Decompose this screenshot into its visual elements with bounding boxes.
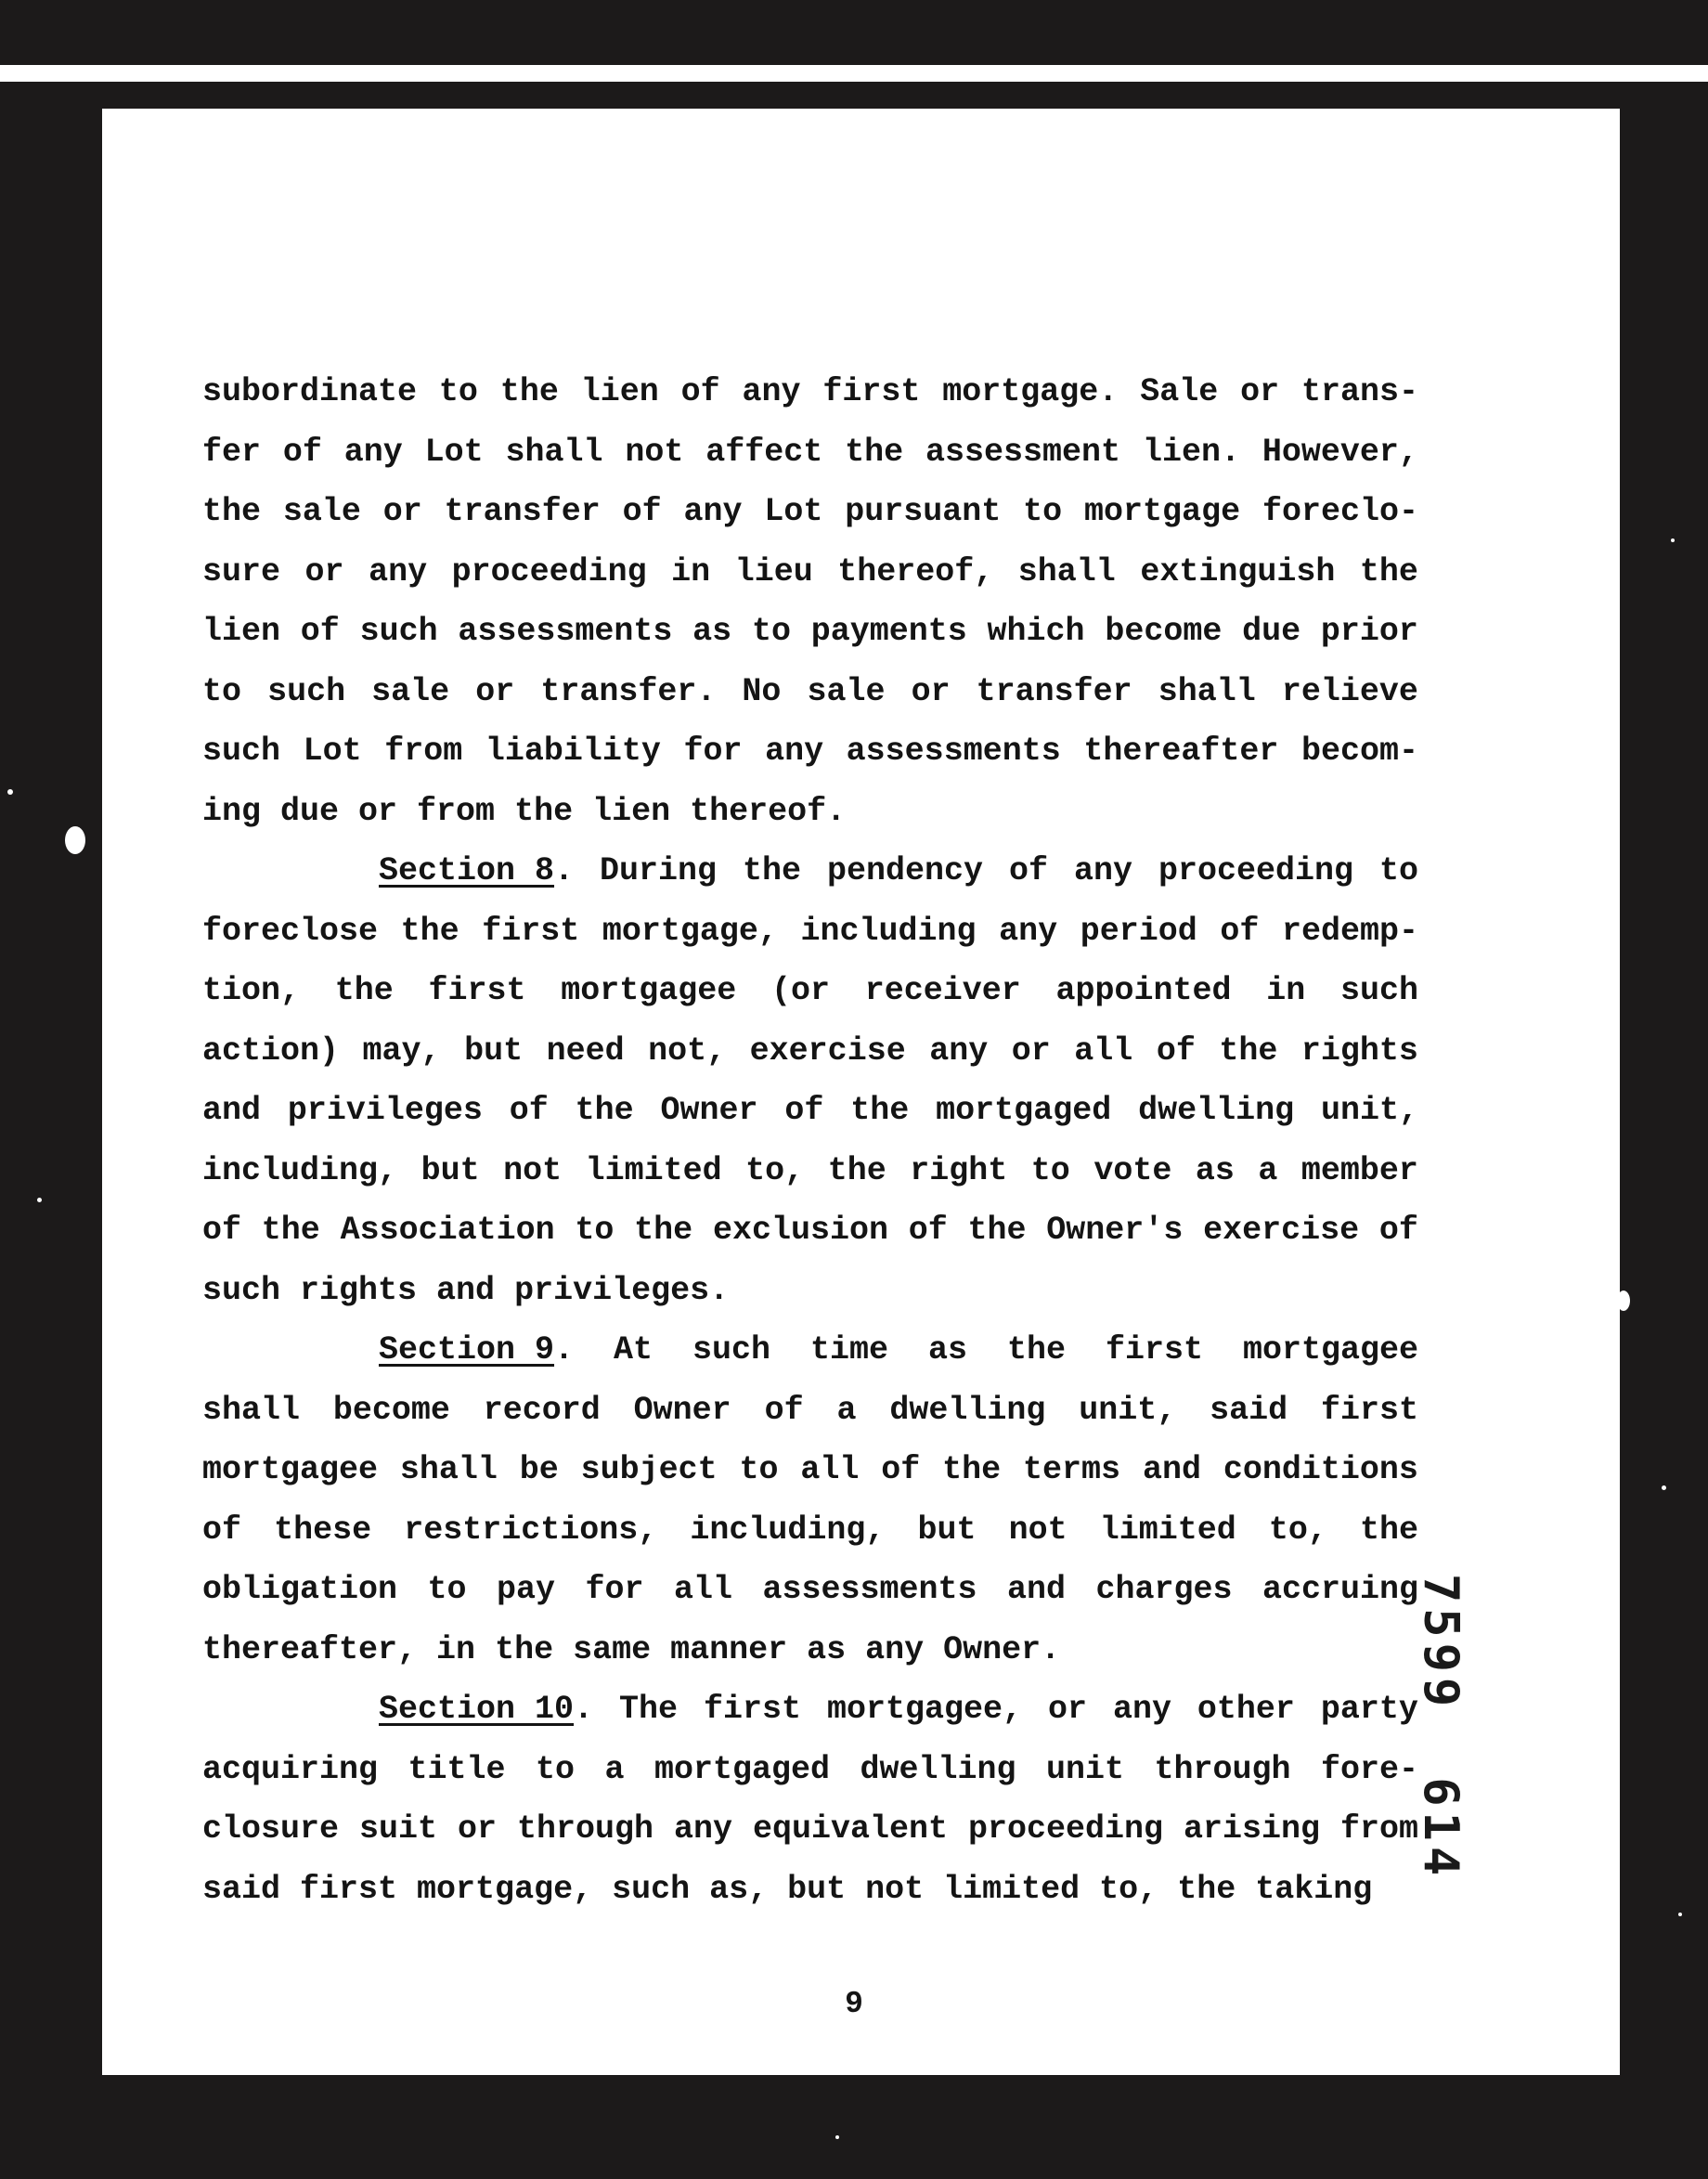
word: the	[743, 852, 802, 889]
word: of	[202, 1212, 242, 1249]
word: receiver	[864, 972, 1021, 1009]
word: limited	[585, 1151, 722, 1189]
word: Lot	[303, 733, 362, 770]
word: due	[280, 792, 340, 830]
word: in	[436, 1630, 476, 1668]
word: obligation	[202, 1571, 398, 1608]
word: thereafter	[1083, 733, 1279, 770]
word: the	[499, 373, 559, 410]
word: sure	[202, 552, 281, 590]
scan-speck	[37, 1198, 42, 1202]
word: mortgage	[1084, 493, 1241, 530]
word: mortgaged	[936, 1092, 1112, 1129]
word: such	[359, 613, 438, 650]
word: and	[436, 1271, 496, 1309]
word: or	[1047, 1691, 1087, 1728]
word: No	[742, 672, 782, 710]
word: first	[703, 1691, 802, 1728]
word: the	[850, 1092, 910, 1129]
word: or	[304, 552, 344, 590]
text-line	[202, 1620, 1418, 1680]
word: unit,	[1079, 1391, 1177, 1429]
word: become	[1105, 613, 1223, 650]
word: including,	[690, 1511, 886, 1549]
word: from	[1339, 1810, 1418, 1848]
word: such	[692, 1331, 771, 1368]
word: the	[1177, 1870, 1236, 1908]
word: sale	[807, 672, 886, 710]
document-body	[202, 362, 1418, 1919]
word: During	[600, 852, 718, 889]
word: privileges	[287, 1092, 483, 1129]
word: the	[1359, 552, 1418, 590]
word: and	[1006, 1571, 1066, 1608]
word: of	[202, 1511, 242, 1549]
text-line	[202, 782, 1418, 842]
word: However,	[1262, 433, 1418, 471]
word: any	[1073, 852, 1132, 889]
word: Sale	[1140, 373, 1219, 410]
word: exercise	[1203, 1212, 1360, 1249]
word: the	[967, 1212, 1027, 1249]
word: shall	[202, 1391, 301, 1429]
word: of	[1156, 1031, 1196, 1070]
text-line	[202, 841, 1418, 901]
word: Owner.	[943, 1630, 1061, 1668]
word: foreclo-	[1262, 493, 1418, 530]
word: and	[1142, 1451, 1201, 1488]
word: subordinate	[202, 373, 418, 410]
word: mortgagee	[561, 972, 737, 1009]
word: relieve	[1281, 672, 1418, 710]
scanner-top-strip	[0, 65, 1708, 82]
word: of	[908, 1212, 948, 1249]
word: of	[1009, 852, 1049, 889]
word: of	[881, 1451, 921, 1488]
word: right	[910, 1151, 1008, 1189]
word: proceeding	[967, 1810, 1164, 1848]
text-line	[202, 1320, 1418, 1381]
word: Lot	[764, 493, 823, 530]
word: assessments	[458, 613, 673, 650]
text-line	[202, 542, 1418, 603]
word: mortgage,	[417, 1870, 593, 1908]
word: including	[800, 912, 977, 950]
word: may,	[362, 1031, 441, 1070]
word: any	[765, 733, 824, 770]
word: pendency	[827, 852, 984, 889]
word: the	[514, 792, 574, 830]
word: the	[1219, 1031, 1278, 1070]
section-heading: Section 9	[379, 1331, 555, 1368]
word: equivalent	[752, 1810, 948, 1848]
word: any	[742, 373, 801, 410]
word: same	[573, 1630, 652, 1668]
word: or	[358, 792, 398, 830]
word: first	[1320, 1391, 1418, 1429]
word: Section 10.	[379, 1691, 594, 1728]
word: foreclose	[202, 912, 379, 950]
text-line	[202, 1261, 1418, 1321]
word: accruing	[1262, 1571, 1418, 1608]
word: trans-	[1300, 373, 1418, 410]
word: but	[464, 1031, 524, 1070]
word: proceeding	[1158, 852, 1354, 889]
word: ing	[202, 792, 262, 830]
word: Association	[340, 1212, 555, 1249]
word: exercise	[749, 1031, 906, 1070]
word: time	[809, 1331, 888, 1368]
word: to	[575, 1212, 615, 1249]
text-line	[202, 1500, 1418, 1561]
word: first	[1105, 1331, 1203, 1368]
section-heading: Section 10	[379, 1691, 575, 1728]
word: fore-	[1320, 1750, 1418, 1788]
word: of	[764, 1391, 804, 1429]
text-line	[202, 1381, 1418, 1441]
scan-speck	[1671, 538, 1675, 542]
word: to	[438, 373, 478, 410]
scan-speck	[1678, 1913, 1682, 1916]
word: Lot	[424, 433, 484, 471]
word: mortgaged	[653, 1750, 830, 1788]
word: any	[683, 493, 743, 530]
word: shall	[1158, 672, 1256, 710]
text-line	[202, 961, 1418, 1021]
word: the	[634, 1212, 693, 1249]
word: any	[369, 552, 428, 590]
word: charges	[1095, 1571, 1233, 1608]
word: including,	[202, 1151, 398, 1189]
word: mortgagee	[1242, 1331, 1418, 1368]
word: first	[822, 373, 921, 410]
text-line	[202, 901, 1418, 962]
word: or	[475, 672, 515, 710]
word: the	[202, 493, 262, 530]
word: mortgage.	[942, 373, 1119, 410]
text-line	[202, 1200, 1418, 1261]
word: liability	[485, 733, 661, 770]
word: through	[516, 1810, 653, 1848]
section-heading: Section 8	[379, 852, 555, 889]
word: a	[1258, 1151, 1278, 1189]
word: title	[408, 1750, 506, 1788]
word: any	[999, 912, 1058, 950]
text-line	[202, 1021, 1418, 1082]
word: all	[1074, 1031, 1133, 1070]
text-line	[202, 1560, 1418, 1620]
word: to	[202, 672, 242, 710]
word: privileges.	[514, 1271, 730, 1309]
word: first	[482, 912, 580, 950]
word: The	[619, 1691, 679, 1728]
word: lien	[580, 373, 659, 410]
word: or	[457, 1810, 497, 1848]
word: due	[1242, 613, 1301, 650]
text-line	[202, 721, 1418, 782]
word: for	[585, 1571, 644, 1608]
word: assessment	[925, 433, 1121, 471]
word: mortgagee,	[826, 1691, 1023, 1728]
word: not	[503, 1151, 563, 1189]
word: rights	[1300, 1031, 1418, 1070]
word: as	[807, 1630, 847, 1668]
word: pursuant	[845, 493, 1002, 530]
word: as	[927, 1331, 967, 1368]
word: in	[1266, 972, 1306, 1009]
word: Section 8.	[379, 852, 575, 889]
word: shall	[505, 433, 603, 471]
word: not,	[648, 1031, 727, 1070]
word: sale	[282, 493, 361, 530]
word: pay	[497, 1571, 556, 1608]
scan-speck	[65, 826, 85, 854]
word: to	[536, 1750, 576, 1788]
word: to,	[1099, 1870, 1158, 1908]
word: from	[417, 792, 496, 830]
word: Section 9.	[379, 1331, 575, 1368]
text-line	[202, 1081, 1418, 1141]
word: but	[421, 1151, 480, 1189]
word: as	[1195, 1151, 1235, 1189]
word: affect	[705, 433, 823, 471]
word: the	[261, 1212, 320, 1249]
word: to	[427, 1571, 467, 1608]
word: but	[787, 1870, 847, 1908]
word: such	[612, 1870, 691, 1908]
word: of	[509, 1092, 549, 1129]
word: first	[300, 1870, 398, 1908]
word: At	[614, 1331, 653, 1368]
word: such	[267, 672, 346, 710]
word: the	[1006, 1331, 1066, 1368]
word: lien.	[1142, 433, 1240, 471]
word: rights	[300, 1271, 418, 1309]
word: these	[274, 1511, 372, 1549]
word: or	[1011, 1031, 1051, 1070]
word: limited	[943, 1870, 1080, 1908]
word: Owner's	[1046, 1212, 1184, 1249]
text-line	[202, 1440, 1418, 1500]
word: of	[680, 373, 720, 410]
word: manner	[670, 1630, 788, 1668]
word: to	[1030, 1151, 1070, 1189]
word: proceeding	[451, 552, 647, 590]
margin-book-page-stamp	[1413, 1574, 1469, 1880]
text-line	[202, 1799, 1418, 1860]
word: the	[400, 912, 459, 950]
word: of	[622, 493, 662, 530]
word: terms	[1023, 1451, 1121, 1488]
scan-speck	[1662, 1485, 1666, 1490]
word: conditions	[1223, 1451, 1418, 1488]
word: said	[202, 1870, 281, 1908]
word: limited	[1099, 1511, 1236, 1549]
word: appointed	[1055, 972, 1232, 1009]
word: any	[929, 1031, 989, 1070]
word: period	[1080, 912, 1197, 950]
word: from	[384, 733, 463, 770]
word: not	[625, 433, 684, 471]
text-line	[202, 482, 1418, 542]
text-line	[202, 602, 1418, 662]
word: of	[1220, 912, 1260, 950]
word: assessments	[762, 1571, 977, 1608]
word: suit	[359, 1810, 438, 1848]
word: lien	[592, 792, 671, 830]
word: the	[334, 972, 394, 1009]
word: or	[1240, 373, 1280, 410]
word: transfer.	[540, 672, 717, 710]
word: unit	[1045, 1750, 1124, 1788]
word: of	[300, 613, 340, 650]
word: unit,	[1320, 1092, 1418, 1129]
word: the	[827, 1151, 886, 1189]
word: said	[1210, 1391, 1288, 1429]
scan-speck	[1617, 1291, 1630, 1311]
word: transfer	[976, 672, 1132, 710]
word: to	[751, 613, 791, 650]
word: any	[343, 433, 403, 471]
word: sale	[371, 672, 450, 710]
word: thereafter,	[202, 1630, 418, 1668]
text-line	[202, 662, 1418, 722]
word: to,	[745, 1151, 805, 1189]
word: mortgagee	[202, 1451, 379, 1488]
word: as	[692, 613, 732, 650]
word: exclusion	[712, 1212, 888, 1249]
word: dwelling	[1138, 1092, 1295, 1129]
word: dwelling	[889, 1391, 1046, 1429]
word: action)	[202, 1031, 340, 1070]
word: which	[987, 613, 1085, 650]
word: be	[519, 1451, 559, 1488]
word: the	[575, 1092, 634, 1129]
word: other	[1197, 1691, 1295, 1728]
word: the	[845, 433, 904, 471]
word: or	[911, 672, 951, 710]
word: of	[1378, 1212, 1418, 1249]
word: tion,	[202, 972, 301, 1009]
word: the	[495, 1630, 554, 1668]
word: such	[1339, 972, 1418, 1009]
word: shall	[399, 1451, 498, 1488]
text-line	[202, 422, 1418, 483]
word: all	[800, 1451, 860, 1488]
word: become	[332, 1391, 450, 1429]
word: to	[1023, 493, 1063, 530]
word: prior	[1320, 613, 1418, 650]
word: through	[1154, 1750, 1291, 1788]
word: need	[546, 1031, 625, 1070]
text-line	[202, 1141, 1418, 1201]
word: member	[1300, 1151, 1418, 1189]
word: thereof.	[690, 792, 847, 830]
word: payments	[810, 613, 967, 650]
word: restrictions,	[404, 1511, 658, 1549]
text-line	[202, 1740, 1418, 1800]
word: for	[683, 733, 743, 770]
word: becom-	[1300, 733, 1418, 770]
word: all	[673, 1571, 732, 1608]
word: to	[1378, 852, 1418, 889]
word: to,	[1268, 1511, 1327, 1549]
word: the	[1359, 1511, 1418, 1549]
word: but	[917, 1511, 977, 1549]
word: in	[671, 552, 711, 590]
word: and	[202, 1092, 262, 1129]
word: taking	[1255, 1870, 1373, 1908]
text-line	[202, 1860, 1418, 1920]
word: such	[202, 733, 281, 770]
word: not	[865, 1870, 925, 1908]
book-number: 7599	[1413, 1574, 1469, 1713]
word: a	[836, 1391, 857, 1429]
word: closure	[202, 1810, 340, 1848]
word: as,	[709, 1870, 769, 1908]
word: dwelling	[860, 1750, 1016, 1788]
word: record	[483, 1391, 601, 1429]
text-line	[202, 1680, 1418, 1740]
word: vote	[1093, 1151, 1172, 1189]
word: redemp-	[1281, 912, 1418, 950]
word: to	[739, 1451, 779, 1488]
word: a	[604, 1750, 625, 1788]
scan-speck	[835, 2135, 839, 2139]
word: first	[428, 972, 526, 1009]
word: lieu	[734, 552, 813, 590]
word: thereof,	[837, 552, 994, 590]
word: arising	[1183, 1810, 1321, 1848]
word: mortgage,	[602, 912, 778, 950]
word: Owner	[633, 1391, 731, 1429]
word: party	[1320, 1691, 1418, 1728]
page-number: 9	[845, 1987, 863, 2021]
text-line	[202, 362, 1418, 422]
word: assessments	[846, 733, 1061, 770]
word: such	[202, 1271, 281, 1309]
word: the	[942, 1451, 1002, 1488]
word: of	[282, 433, 322, 471]
word: acquiring	[202, 1750, 379, 1788]
word: (or	[770, 972, 830, 1009]
word: shall	[1017, 552, 1116, 590]
word: fer	[202, 433, 262, 471]
page-reference: 614	[1413, 1777, 1469, 1882]
word: any	[1112, 1691, 1171, 1728]
word: lien	[202, 613, 281, 650]
word: or	[382, 493, 422, 530]
word: any	[673, 1810, 732, 1848]
word: Owner	[660, 1092, 758, 1129]
word: subject	[580, 1451, 718, 1488]
scan-speck	[7, 789, 13, 795]
word: any	[865, 1630, 925, 1668]
word: transfer	[444, 493, 601, 530]
word: extinguish	[1140, 552, 1336, 590]
word: of	[784, 1092, 824, 1129]
word: not	[1008, 1511, 1068, 1549]
